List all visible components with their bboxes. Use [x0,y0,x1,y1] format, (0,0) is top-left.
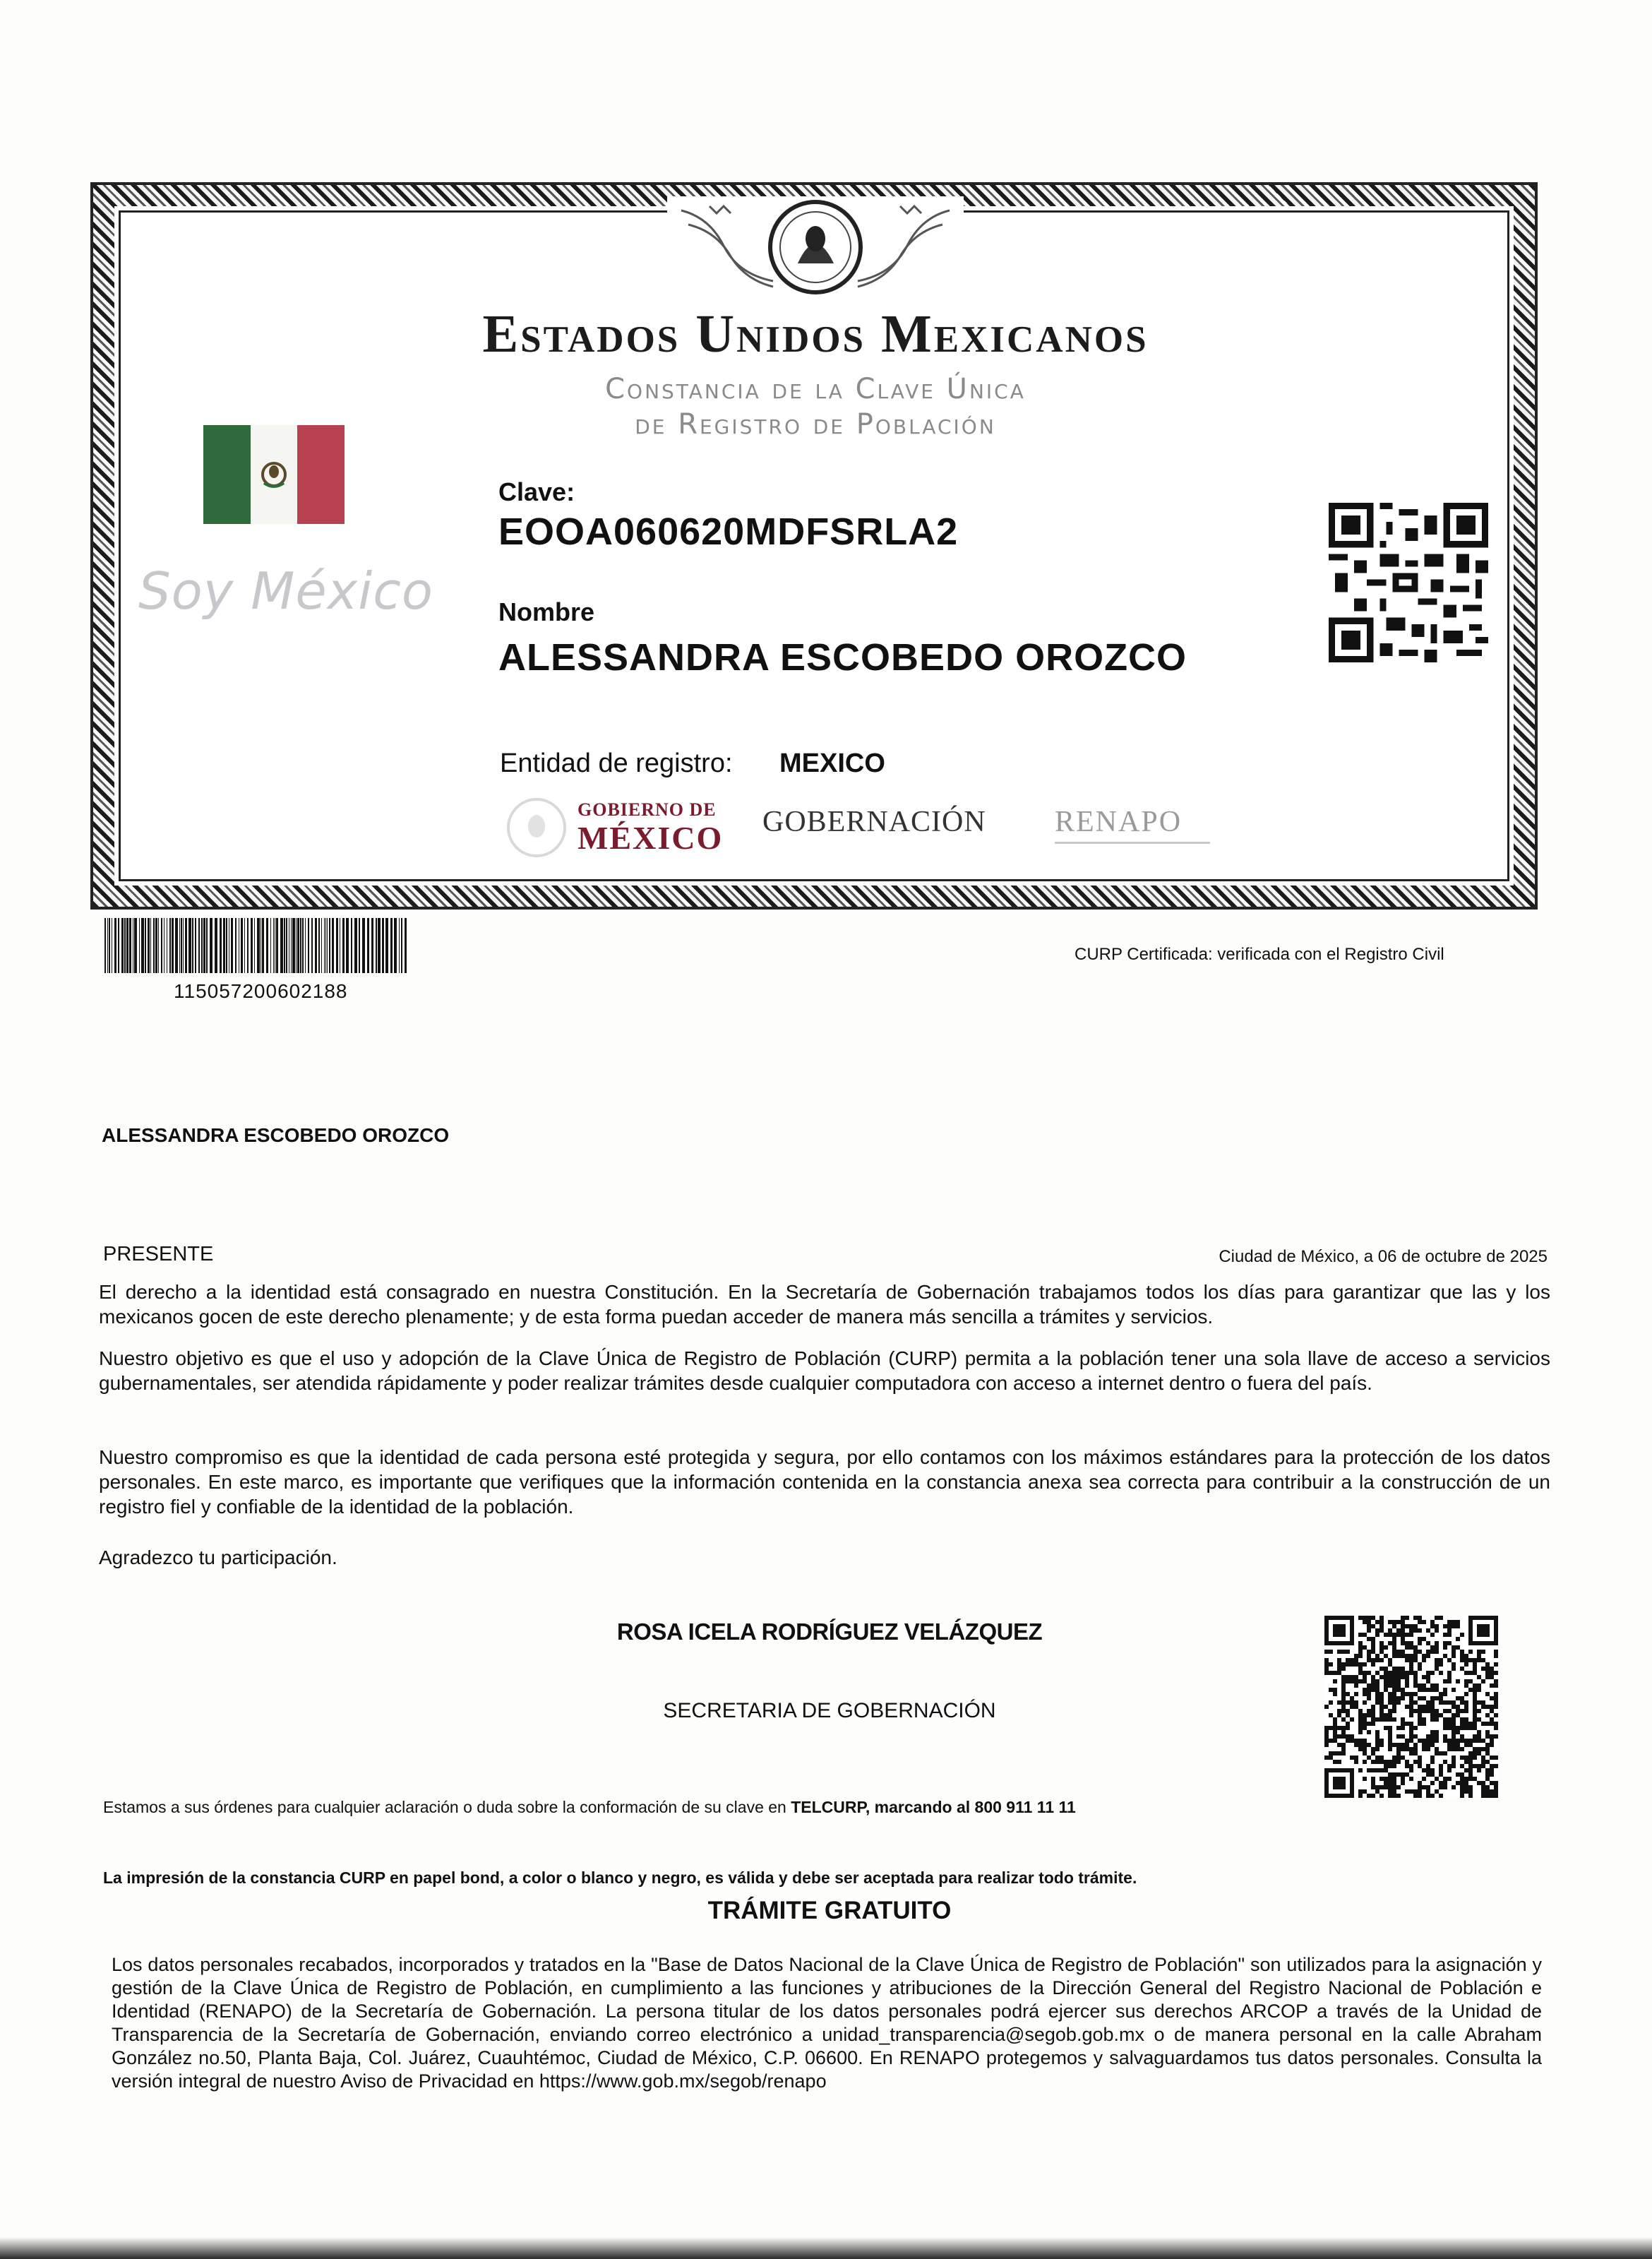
clave-label: Clave: [498,477,575,506]
renapo-underline [1055,842,1210,844]
scan-bottom-edge [0,2237,1652,2259]
impresion-validity-note: La impresión de la constancia CURP en papel bond, a color o blanco y negro, es válida y debe ser aceptada para realizar todo trámite. [103,1868,1137,1887]
paragraph-2: Nuestro objetivo es que el uso y adopción de la Clave Única de Registro de Población (CURP) permita a la población tener una sola llave de acceso a servicios gubernamentales, ser atendida rápidamente y poder realizar trámites desde cualquier computadora con acceso a internet dentro o fuera del país. [99,1347,1550,1394]
qr-code-icon [1329,500,1488,665]
paragraph-3: Nuestro compromiso es que la identidad de cada persona esté protegida y segura, por ello contamos con los máximos estándares para la protección de los datos personales. En este marco, es importante que verifiques que la información contenida en la constancia anexa sea correcta para contribuir a la construcción de un registro fiel y confiable de la identidad de la población. [99,1446,1550,1518]
nombre-label: Nombre [498,597,595,626]
subtitle-line-2: de Registro de Población [635,408,996,441]
curp-certified-note: CURP Certificada: verificada con el Registro Civil [1075,945,1444,964]
renapo-logo: RENAPO [1055,806,1183,838]
entidad-label: Entidad de registro: [500,749,733,778]
soy-mexico-watermark: Soy México [138,561,433,621]
letter-date: Ciudad de México, a 06 de octubre de 2025 [1219,1247,1548,1266]
signer-name: ROSA ICELA RODRÍGUEZ VELÁZQUEZ [616,1619,1043,1645]
national-crest-icon [667,196,964,302]
mexican-flag-icon [203,425,345,524]
nombre-value: ALESSANDRA ESCOBEDO OROZCO [498,636,1187,679]
signature-qr-code-icon [1324,1616,1498,1798]
title-estados-unidos-mexicanos: Estados Unidos Mexicanos [482,304,1149,364]
privacy-notice: Los datos personales recabados, incorporados y tratados en la "Base de Datos Nacional de la Clave Única de Registro de Población" son utilizados para la asignación y gestión de la Clave Única de Registro de Población, en cumplimiento a las funciones y atribuciones de la Dirección General del Registro Nacional de Población e Identidad (RENAPO) de la Secretaría de Gobernación. La persona titular de los datos personales podrá ejercer sus derechos ARCOP a través de la Unidad de Transparencia de la Secretaría de Gobernación, enviando correo electrónico a unidad_transparencia@segob.gob.mx o de manera personal en la calle Abraham González no.50, Planta Baja, Col. Juárez, Cuauhtémoc, Ciudad de México, C.P. 06600. En RENAPO protegemos y salvaguardamos tus datos personales. Consulta la versión integral de nuestro Aviso de Privacidad en https://www.gob.mx/segob/renapo [112,1954,1542,2092]
telcurp-prefix: Estamos a sus órdenes para cualquier aclaración o duda sobre la conformación de su clave en [103,1798,791,1816]
barcode-number: 115057200602188 [174,980,348,1002]
paragraph-4: Agradezco tu participación. [99,1546,337,1568]
clave-value: EOOA060620MDFSRLA2 [498,511,959,553]
signer-role: SECRETARIA DE GOBERNACIÓN [663,1699,996,1722]
telcurp-phone: TELCURP, marcando al 800 911 11 11 [791,1798,1076,1816]
barcode-icon [104,918,408,973]
entidad-value: MEXICO [779,749,885,778]
paragraph-1: El derecho a la identidad está consagrado en nuestra Constitución. En la Secretaría de Gobernación trabajamos todos los días para garantizar que las y los mexicanos gocen de este derecho plenamente; y de esta forma puedan acceder de manera más sencilla a trámites y servicios. [99,1281,1550,1328]
tramite-gratuito-heading: TRÁMITE GRATUITO [707,1897,952,1924]
gobierno-de-mexico-seal-icon [503,795,570,860]
gobernacion-logo: GOBERNACIÓN [762,806,986,838]
gobierno-de-label: GOBIERNO DE [577,799,717,820]
presente-label: PRESENTE [103,1243,214,1265]
telcurp-note [103,1798,1076,1817]
mexico-logo-label: MÉXICO [577,820,724,856]
addressee-name: ALESSANDRA ESCOBEDO OROZCO [102,1124,450,1146]
subtitle-line-1: Constancia de la Clave Única [605,373,1026,405]
